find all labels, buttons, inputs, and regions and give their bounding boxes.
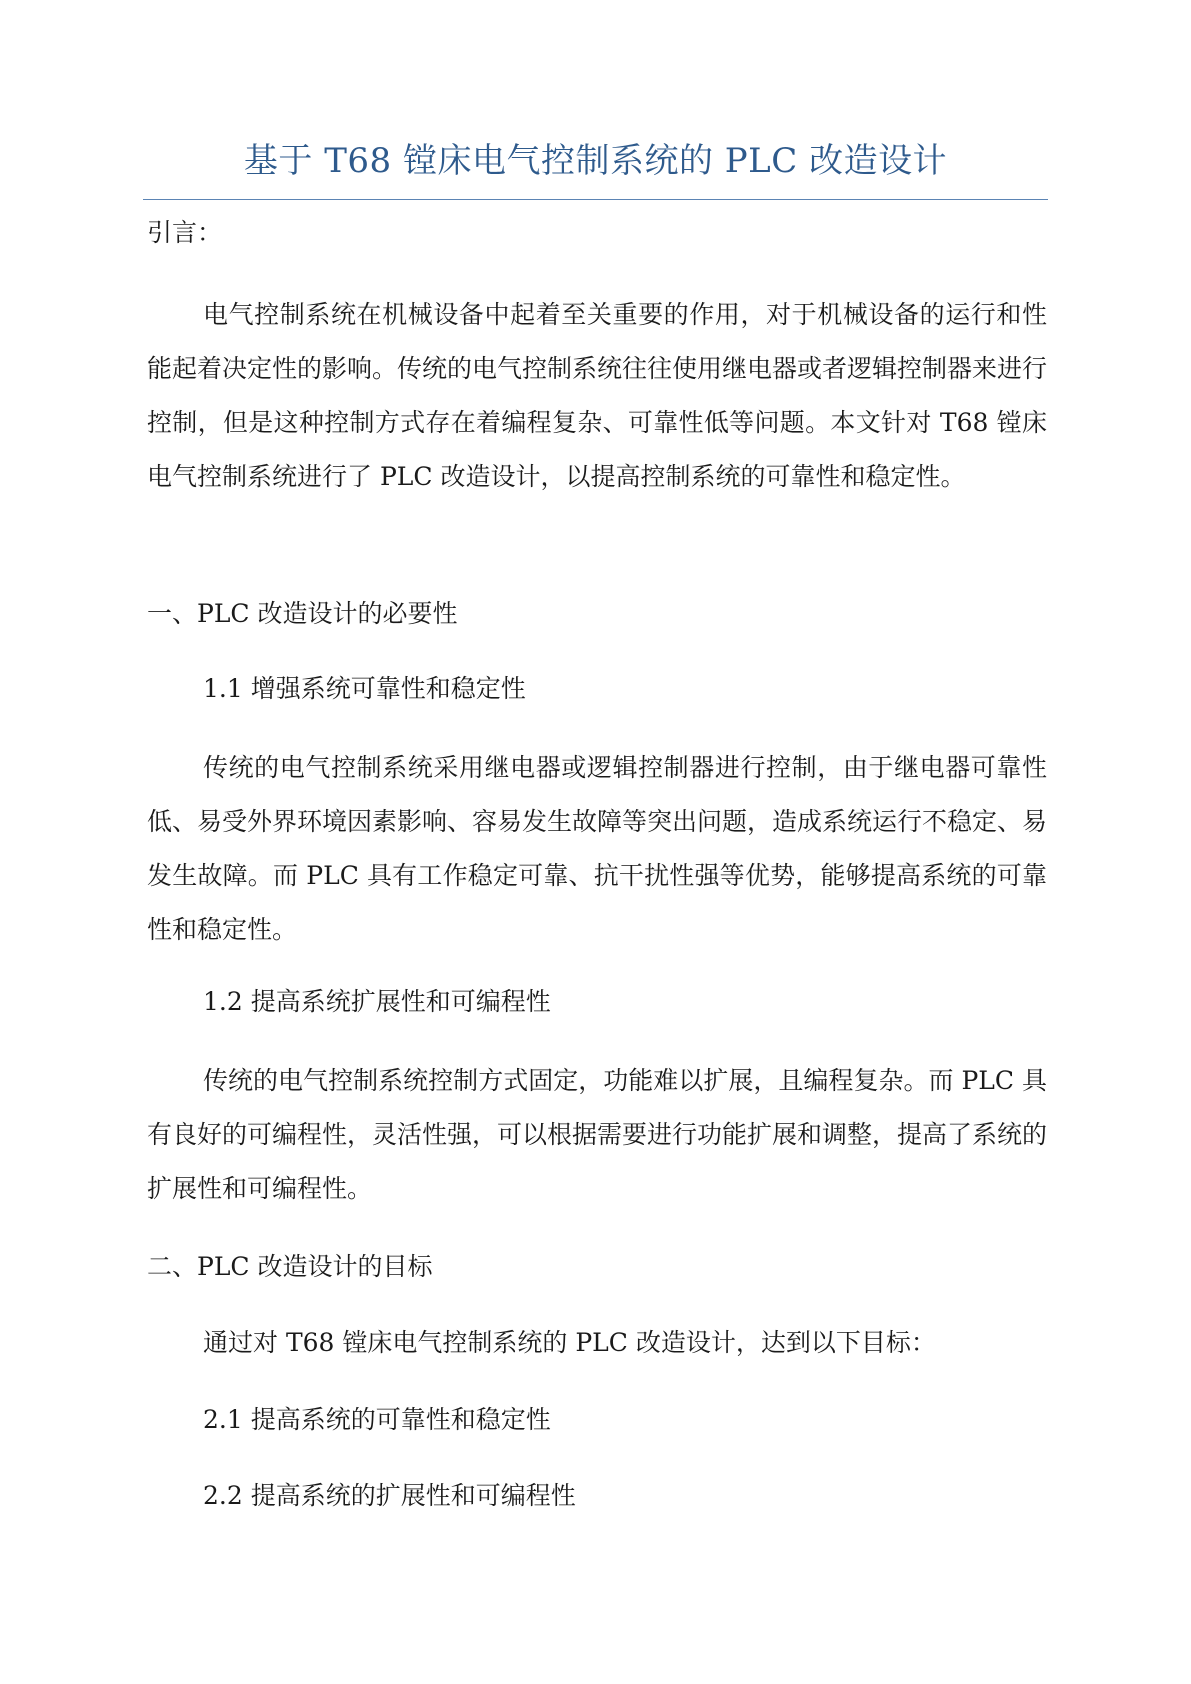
intro-heading: 引言：: [147, 218, 223, 247]
intro-paragraph: 电气控制系统在机械设备中起着至关重要的作用，对于机械设备的运行和性能起着决定性的影响。传统的电气控制系统往往使用继电器或者逻辑控制器来进行控制，但是这种控制方式存在着编程复杂、可靠性低等问题。本文针对 T68 镗床电气控制系统进行了 PLC 改造设计，以提高控制系统的可靠性和稳定性。: [147, 300, 1048, 491]
subsection-1-1-paragraph: 传统的电气控制系统采用继电器或逻辑控制器进行控制，由于继电器可靠性低、易受外界环境因素影响、容易发生故障等突出问题，造成系统运行不稳定、易发生故障。而 PLC 具有工作稳定可靠、抗干扰性强等优势，能够提高系统的可靠性和稳定性。: [147, 753, 1048, 944]
section1-heading: 一、PLC 改造设计的必要性: [147, 599, 458, 628]
document-title: 基于 T68 镗床电气控制系统的 PLC 改造设计: [243, 141, 948, 181]
title-divider: [143, 199, 1048, 200]
subsection-1-2-heading: 1.2 提高系统扩展性和可编程性: [203, 987, 551, 1016]
goal-2-1: 2.1 提高系统的可靠性和稳定性: [203, 1405, 551, 1434]
subsection-1-1-heading: 1.1 增强系统可靠性和稳定性: [203, 674, 526, 703]
section2-intro: 通过对 T68 镗床电气控制系统的 PLC 改造设计，达到以下目标：: [203, 1328, 936, 1357]
goal-2-2: 2.2 提高系统的扩展性和可编程性: [203, 1481, 576, 1510]
subsection-1-2-paragraph: 传统的电气控制系统控制方式固定，功能难以扩展，且编程复杂。而 PLC 具有良好的可编程性，灵活性强，可以根据需要进行功能扩展和调整，提高了系统的扩展性和可编程性。: [147, 1066, 1048, 1203]
section2-heading: 二、PLC 改造设计的目标: [147, 1252, 433, 1281]
